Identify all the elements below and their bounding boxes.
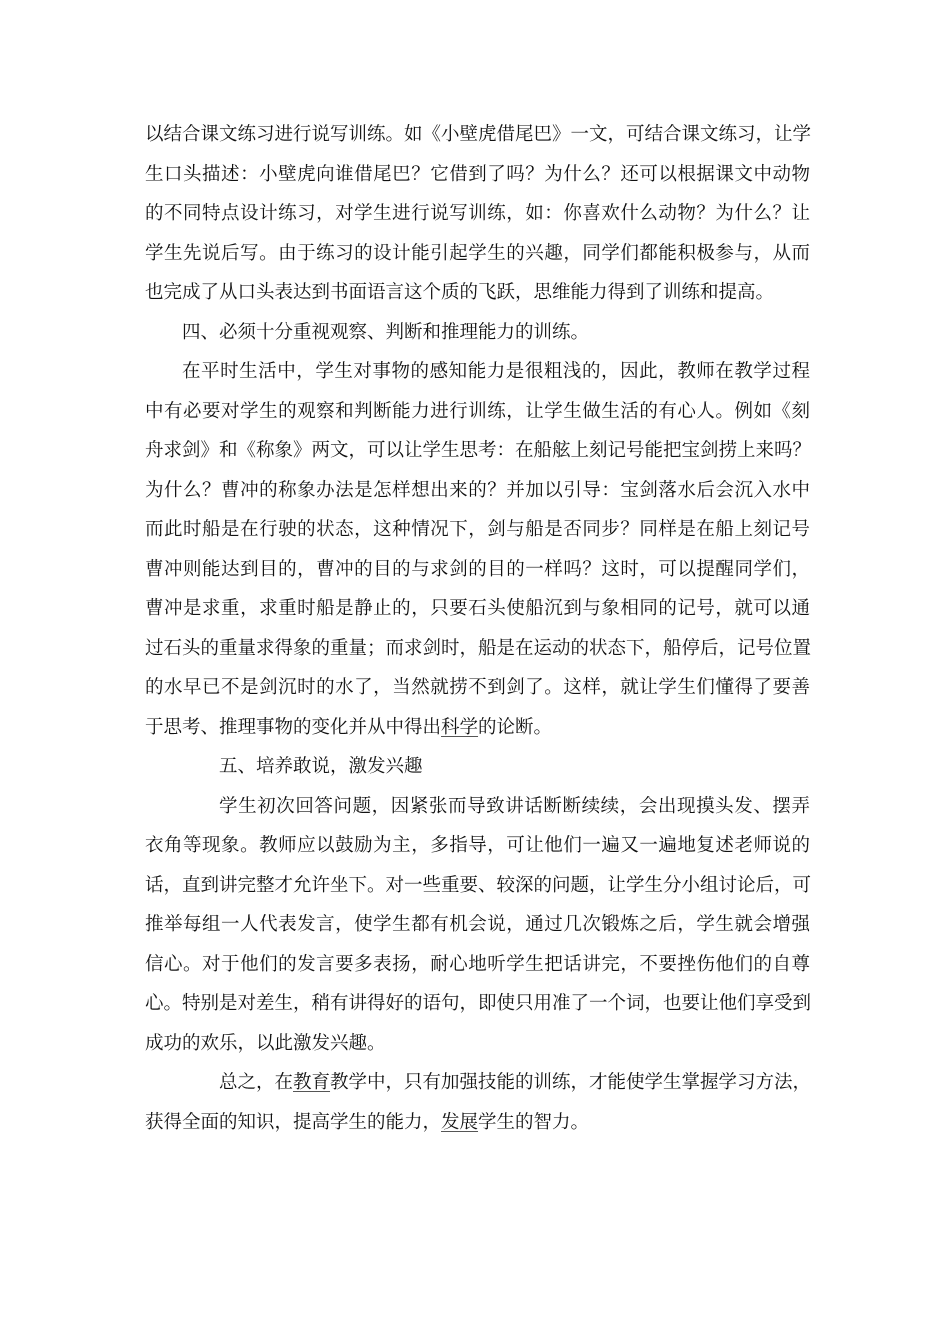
education-link[interactable]: 教育 [293, 1072, 331, 1093]
text-line: 舟求剑》和《称象》两文，可以让学生思考：在船舷上刻记号能把宝剑捞上来吗？ [145, 440, 812, 461]
paragraph-speaking-writing [145, 115, 810, 313]
text-segment: 学生的智力。 [478, 1111, 590, 1133]
text-line: 在平时生活中，学生对事物的感知能力是很粗浅的，因此，教师在教学过程 [182, 361, 810, 382]
text-line: 话，直到讲完整才允许坐下。对一些重要、较深的问题，让学生分小组讨论后，可 [145, 874, 812, 896]
text-line: 学生先说后写。由于练习的设计能引起学生的兴趣，同学们都能积极参与，从而 [145, 242, 810, 264]
text-line: 而此时船是在行驶的状态，这种情况下，剑与船是否同步？同样是在船上刻记号 [145, 519, 810, 540]
text-segment: 总之，在 [219, 1072, 294, 1093]
text-line: 学生初次回答问题，因紧张而导致讲话断断续续，会出现摸头发、摆弄 [219, 795, 810, 817]
text-line [145, 708, 810, 748]
text-segment: 教学中，只有加强技能的训练，才能使学生掌握学习方法， [330, 1072, 812, 1093]
document-page [145, 115, 810, 1142]
text-line: 信心。对于他们的发言要多表扬，耐心地听学生把话讲完，不要挫伤他们的自尊 [145, 953, 810, 975]
text-line: 为什么？曹冲的称象办法是怎样想出来的？并加以引导：宝剑落水后会沉入水中 [145, 479, 810, 501]
text-line: 生口头描述：小壁虎向谁借尾巴？它借到了吗？为什么？还可以根据课文中动物 [145, 163, 810, 185]
text-segment: 于思考、推理事物的变化并从中得出 [145, 716, 442, 738]
text-line: 成功的欢乐，以此激发兴趣。 [145, 1032, 386, 1054]
paragraph-conclusion [145, 1063, 810, 1142]
science-link[interactable]: 科学 [441, 716, 479, 738]
text-line: 的水早已不是剑沉时的水了，当然就捞不到剑了。这样，就让学生们懂得了要善 [145, 677, 810, 698]
text-line: 曹冲则能达到目的，曹冲的目的与求剑的目的一样吗？这时，可以提醒同学们， [145, 558, 810, 580]
text-line [145, 1103, 810, 1143]
text-line: 曹冲是求重，求重时船是静止的，只要石头使船沉到与象相同的记号，就可以通 [145, 598, 810, 619]
paragraph-courage [145, 787, 810, 1064]
text-segment: 的论断。 [478, 716, 553, 738]
development-link[interactable]: 发展 [441, 1111, 479, 1133]
text-line: 衣角等现象。教师应以鼓励为主，多指导，可让他们一遍又一遍地复述老师说的 [145, 835, 810, 856]
text-line: 过石头的重量求得象的重量；而求剑时，船是在运动的状态下，船停后，记号位置 [145, 637, 812, 659]
paragraph-observation [145, 352, 810, 747]
text-line: 心。特别是对差生，稍有讲得好的语句，即使只用准了一个词，也要让他们享受到 [145, 993, 812, 1014]
text-line: 中有必要对学生的观察和判断能力进行训练，让学生做生活的有心人。例如《刻 [145, 400, 810, 422]
text-line [145, 1063, 810, 1103]
text-line: 推举每组一人代表发言，使学生都有机会说，通过几次锻炼之后，学生就会增强 [145, 914, 810, 935]
section-heading-4: 四、必须十分重视观察、判断和推理能力的训练。 [182, 321, 590, 343]
section-heading-5: 五、培养敢说，激发兴趣 [219, 756, 423, 777]
text-segment: 获得全面的知识，提高学生的能力， [145, 1111, 442, 1133]
text-line: 以结合课文练习进行说写训练。如《小壁虎借尾巴》一文，可结合课文练习，让学 [145, 124, 812, 145]
text-line: 的不同特点设计练习，对学生进行说写训练，如：你喜欢什么动物？为什么？让 [145, 203, 810, 224]
text-line: 也完成了从口头表达到书面语言这个质的飞跃，思维能力得到了训练和提高。 [145, 282, 775, 303]
